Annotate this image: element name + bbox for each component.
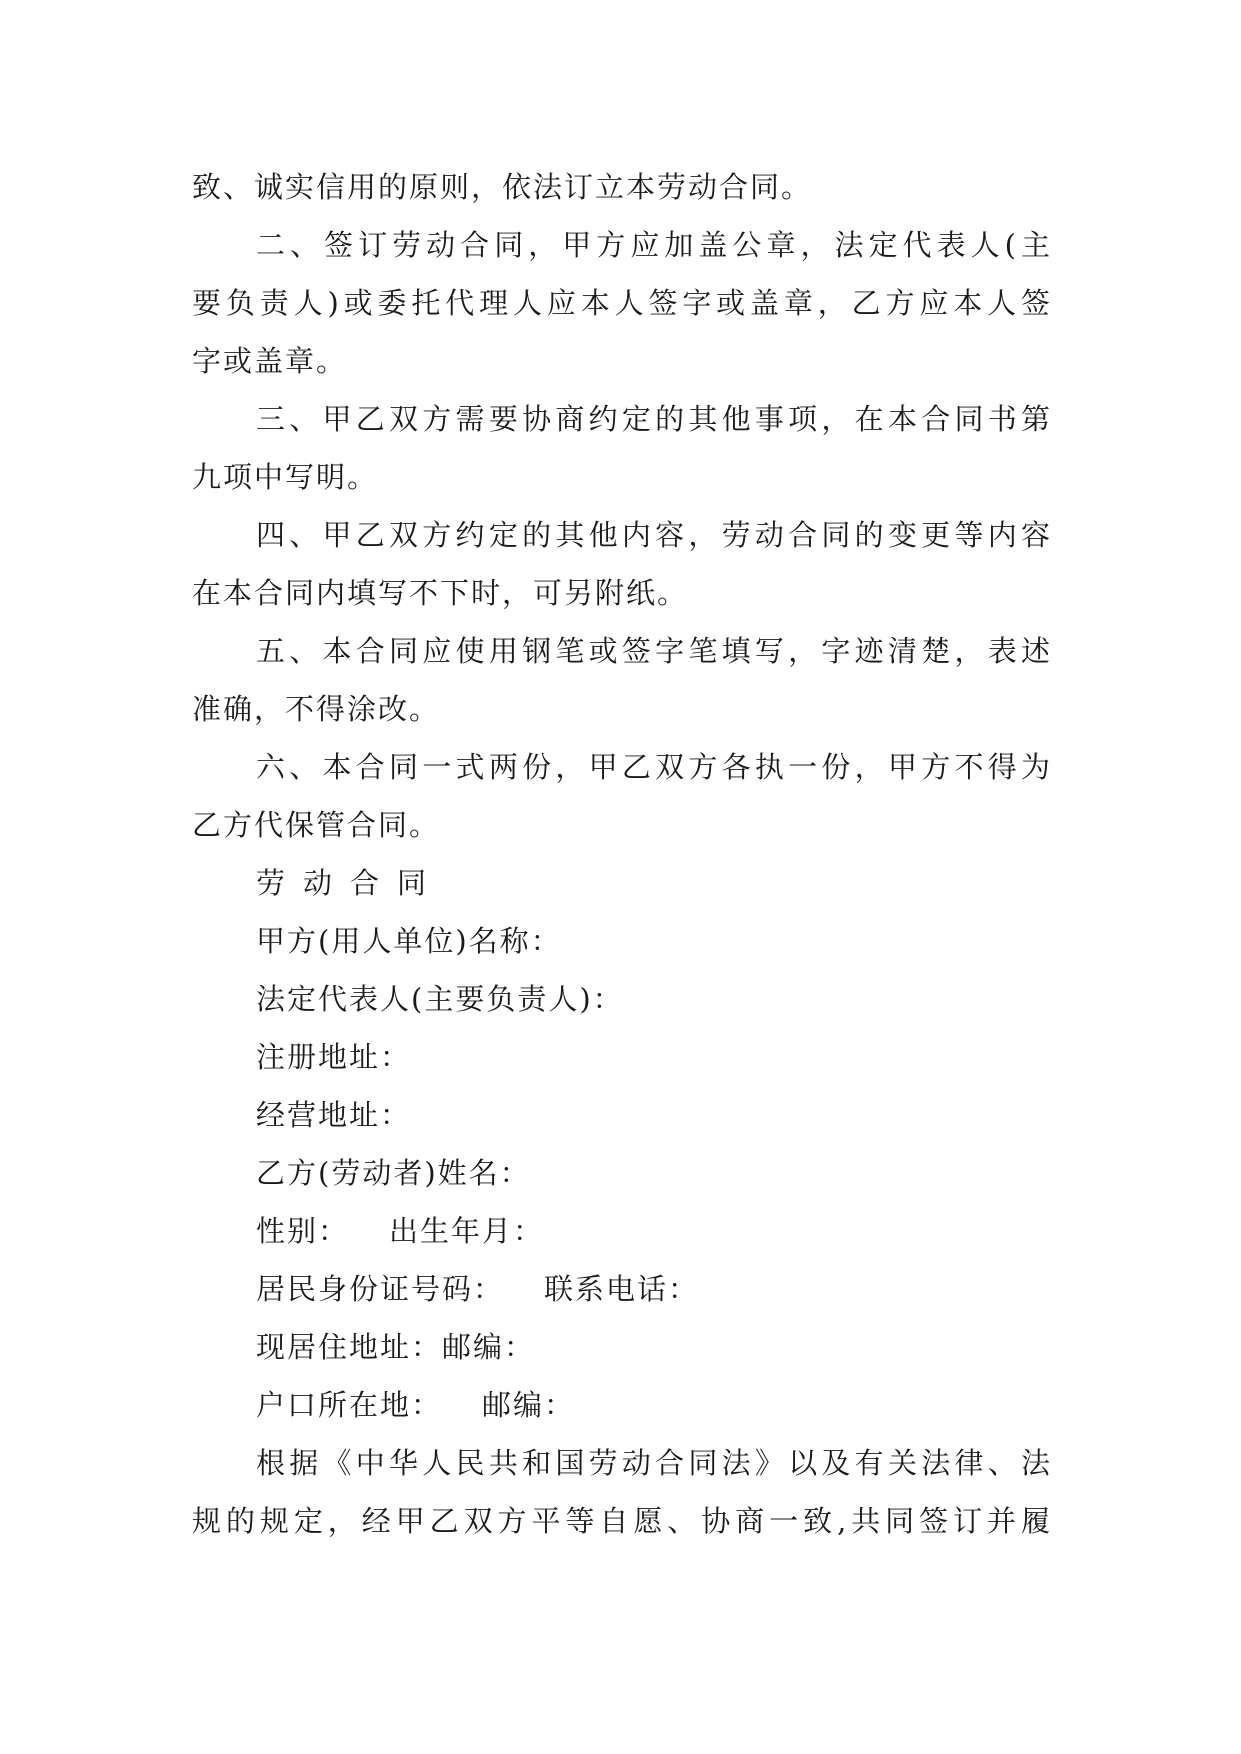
paragraph-line: 规的规定，经甲乙双方平等自愿、协商一致,共同签订并履 [192,1504,1052,1538]
paragraph-line: 准确，不得涂改。 [192,692,441,726]
field-row-gender-birth [192,1202,1052,1260]
paragraph-line: 要负责人)或委托代理人应本人签字或盖章，乙方应本人签 [192,286,1052,320]
paragraph-line: 二、签订劳动合同，甲方应加盖公章，法定代表人(主 [256,228,1052,262]
field-phone: 联系电话： [544,1272,700,1306]
field-employee-name: 乙方(劳动者)姓名： [256,1156,531,1190]
field-birth-date: 出生年月： [389,1214,545,1248]
paragraph-line: 字或盖章。 [192,344,348,378]
document-body [192,158,1052,1550]
field-legal-representative: 法定代表人(主要负责人)： [256,982,624,1016]
field-business-address: 经营地址： [256,1098,412,1132]
paragraph-line: 三、甲乙双方需要协商约定的其他事项，在本合同书第 [256,402,1052,436]
field-row-id-phone [192,1260,1052,1318]
field-id-number: 居民身份证号码： [256,1272,505,1306]
paragraph-line: 五、本合同应使用钢笔或签字笔填写，字迹清楚，表述 [256,634,1052,668]
paragraph-line: 在本合同内填写不下时，可另附纸。 [192,576,689,610]
field-registered-address: 注册地址： [256,1040,412,1074]
paragraph-line: 根据《中华人民共和国劳动合同法》以及有关法律、法 [256,1446,1052,1480]
field-employer-name: 甲方(用人单位)名称： [256,924,562,958]
field-row-hukou [192,1376,1052,1434]
paragraph-line: 乙方代保管合同。 [192,808,441,842]
field-postcode: 邮编： [482,1388,576,1422]
paragraph-line: 六、本合同一式两份，甲乙双方各执一份，甲方不得为 [256,750,1052,784]
paragraph-line: 四、甲乙双方约定的其他内容，劳动合同的变更等内容 [256,518,1052,552]
field-current-address: 现居住地址：邮编： [256,1330,536,1364]
paragraph-line: 致、诚实信用的原则，依法订立本劳动合同。 [192,170,813,204]
field-gender: 性别： [256,1214,350,1248]
paragraph-line: 九项中写明。 [192,460,379,494]
contract-title: 劳动合同 [256,866,445,900]
field-hukou-location: 户口所在地： [256,1388,443,1422]
